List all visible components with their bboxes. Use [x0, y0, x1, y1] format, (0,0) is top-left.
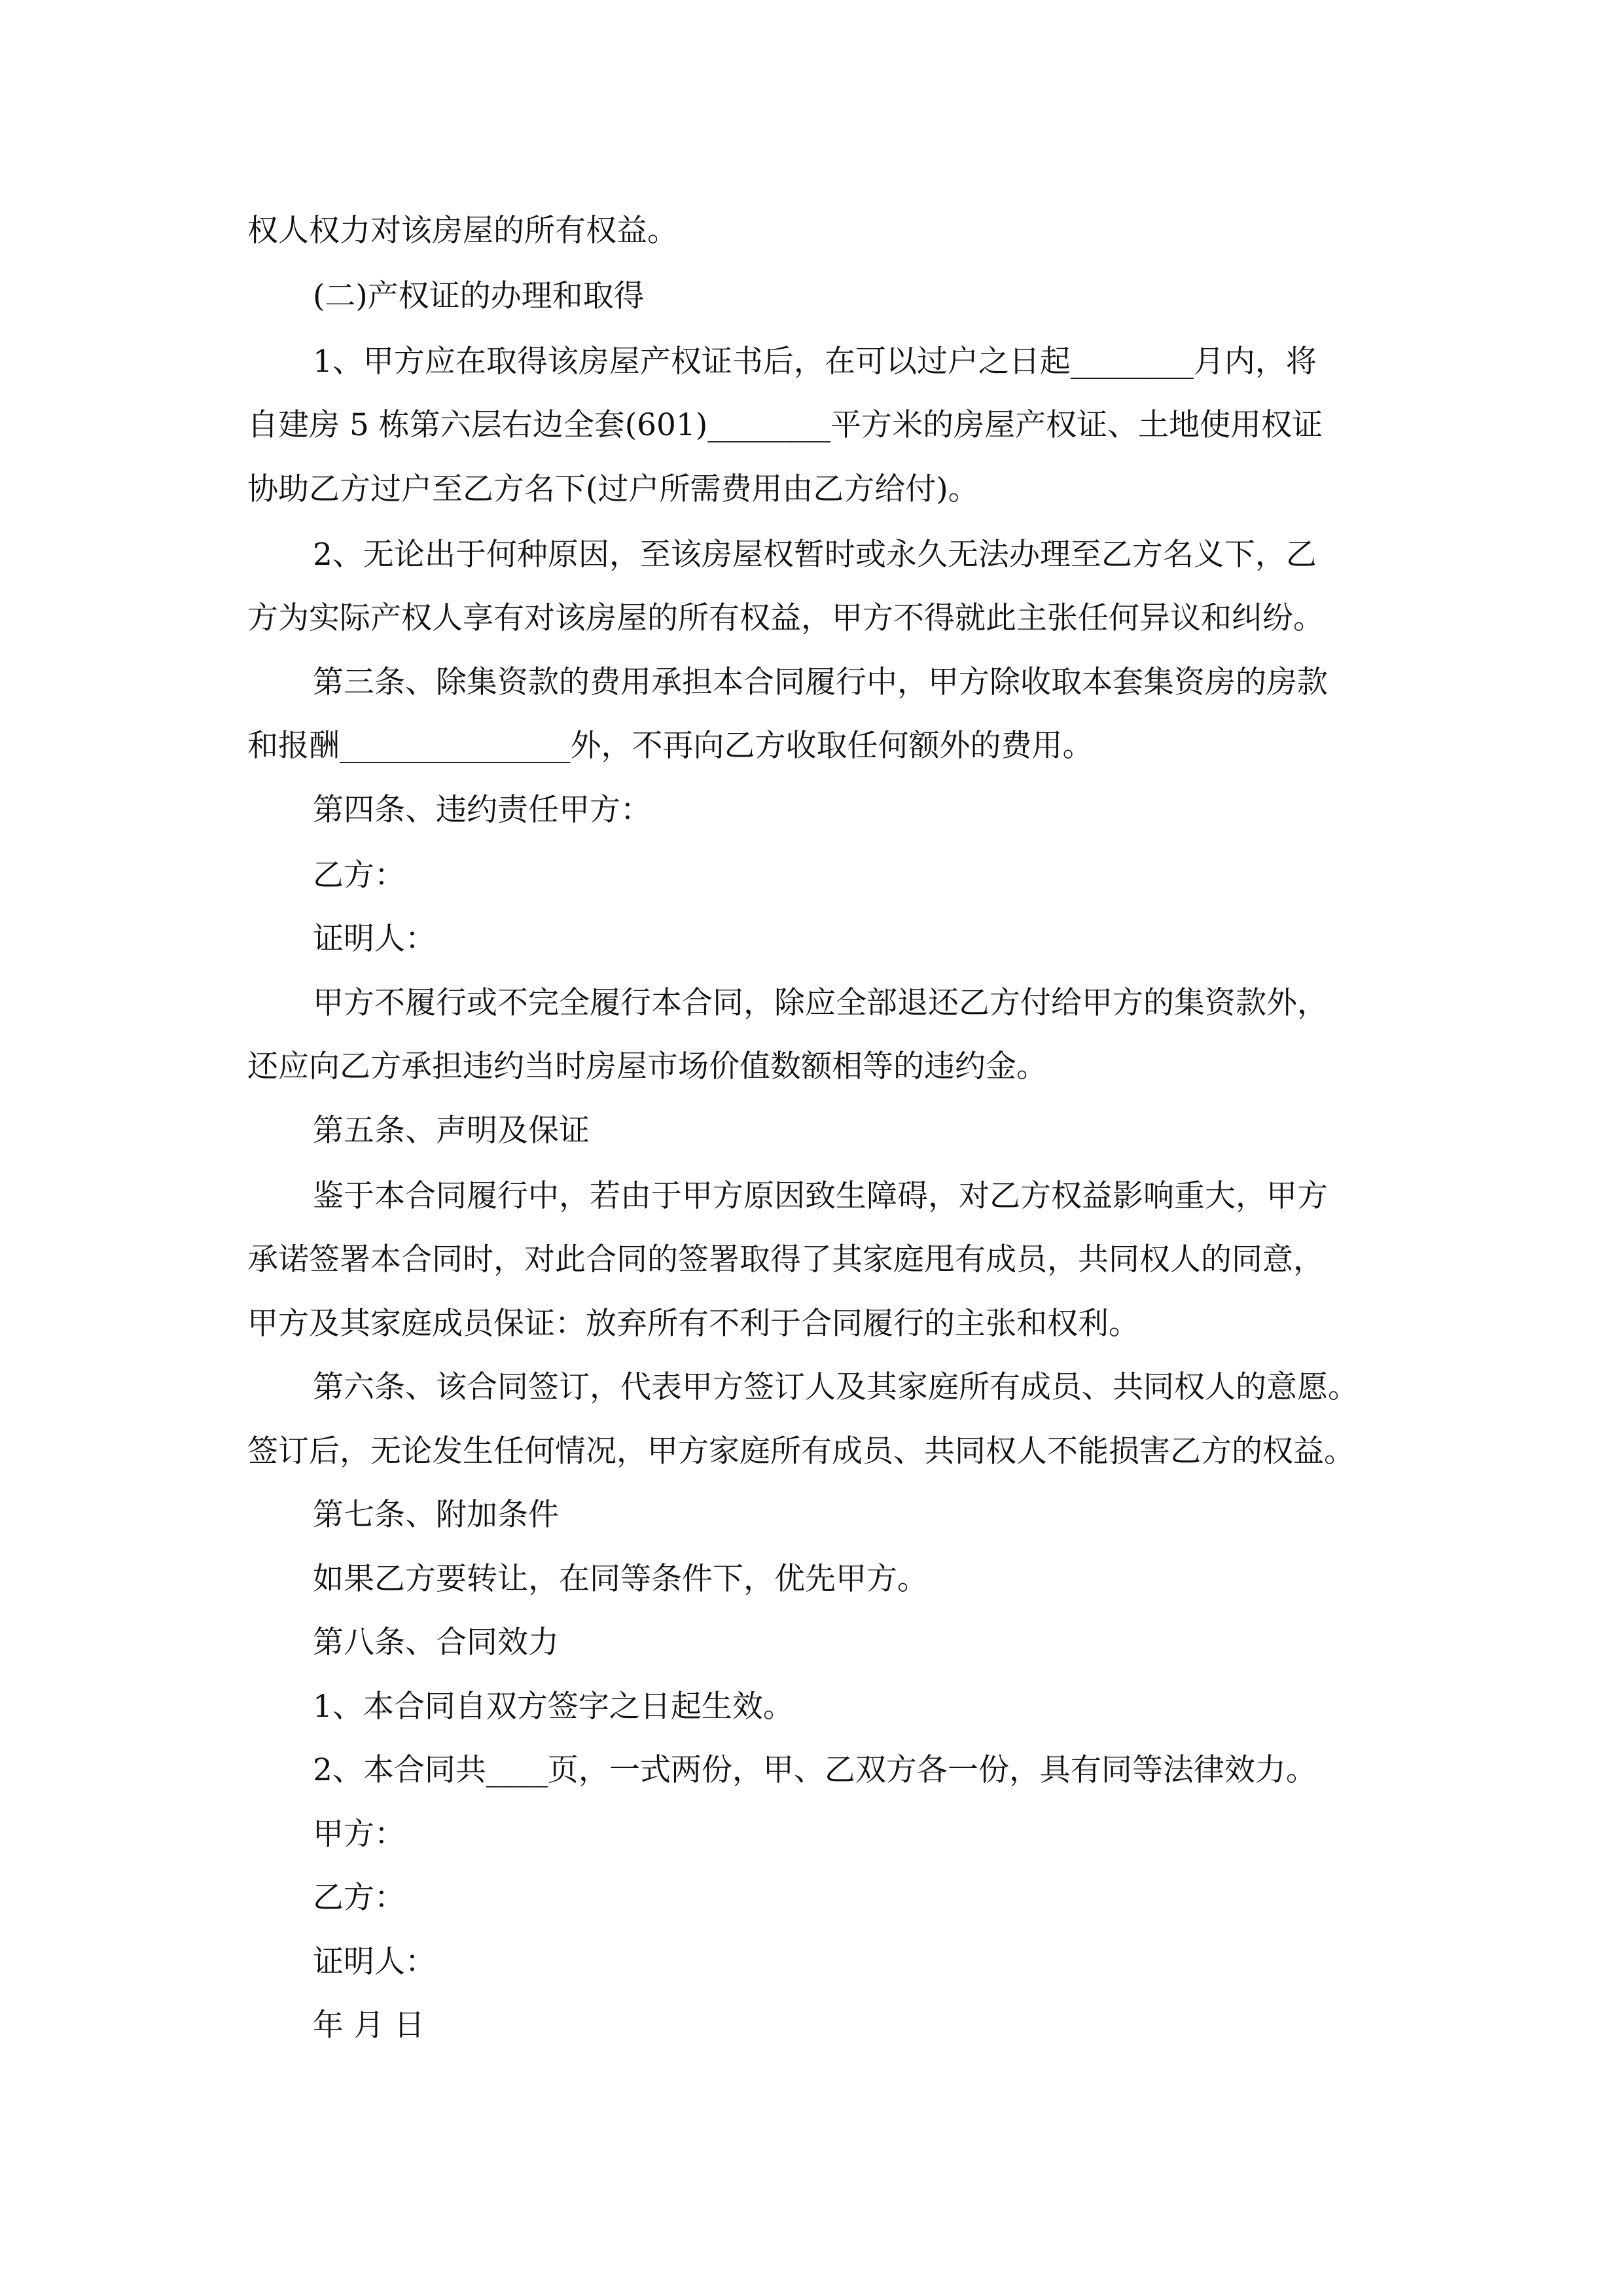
- paragraph-line: 协助乙方过户至乙方名下(过户所需费用由乙方给付)。: [247, 471, 979, 507]
- clause-heading: 第四条、违约责任甲方：: [313, 792, 651, 828]
- signature-label-party-a: 甲方：: [313, 1816, 405, 1852]
- paragraph-line: 和报酬_______________外，不再向乙方收取任何额外的费用。: [247, 728, 1094, 764]
- paragraph-line: 自建房 5 栋第六层右边全套(601)________平方米的房屋产权证、土地使用权证: [247, 407, 1323, 443]
- paragraph-line: 2、本合同共____页，一式两份，甲、乙双方各一份，具有同等法律效力。: [313, 1752, 1317, 1788]
- clause-heading: 第五条、声明及保证: [313, 1113, 590, 1149]
- paragraph-line: 方为实际产权人享有对该房屋的所有权益，甲方不得就此主张任何异议和纠纷。: [247, 600, 1324, 636]
- paragraph-line: 权人权力对该房屋的所有权益。: [247, 213, 678, 249]
- clause-heading: 第八条、合同效力: [313, 1624, 559, 1660]
- witness-label: 证明人：: [313, 921, 436, 957]
- clause-heading: 第三条、除集资款的费用承担本合同履行中，甲方除收取本套集资房的房款: [313, 664, 1328, 700]
- paragraph-line: 2、无论出于何种原因，至该房屋权暂时或永久无法办理至乙方名义下，乙: [313, 537, 1317, 573]
- signature-label-party-b: 乙方：: [313, 1880, 405, 1916]
- paragraph-line: 如果乙方要转让，在同等条件下，优先甲方。: [313, 1561, 928, 1597]
- paragraph-line: 1、本合同自双方签字之日起生效。: [313, 1689, 794, 1725]
- clause-heading: 第七条、附加条件: [313, 1497, 559, 1533]
- section-heading: (二)产权证的办理和取得: [313, 278, 645, 314]
- paragraph-line: 鉴于本合同履行中，若由于甲方原因致生障碍，对乙方权益影响重大，甲方: [313, 1178, 1328, 1214]
- paragraph-line: 甲方不履行或不完全履行本合同，除应全部退还乙方付给甲方的集资款外，: [313, 985, 1328, 1021]
- clause-heading: 第六条、该合同签订，代表甲方签订人及其家庭所有成员、共同权人的意愿。: [313, 1369, 1359, 1405]
- paragraph-line: 1、甲方应在取得该房屋产权证书后，在可以过户之日起________月内，将: [313, 344, 1317, 380]
- paragraph-line: 甲方及其家庭成员保证：放弃所有不利于合同履行的主张和权利。: [247, 1306, 1139, 1342]
- party-label: 乙方：: [313, 857, 405, 893]
- date-line: 年 月 日: [313, 2007, 425, 2043]
- paragraph-line: 签订后，无论发生任何情况，甲方家庭所有成员、共同权人不能损害乙方的权益。: [247, 1433, 1355, 1469]
- paragraph-line: 承诺签署本合同时，对此合同的签署取得了其家庭甩有成员，共同权人的同意，: [247, 1242, 1324, 1278]
- signature-label-witness: 证明人：: [313, 1944, 436, 1980]
- paragraph-line: 还应向乙方承担违约当时房屋市场价值数额相等的违约金。: [247, 1049, 1047, 1085]
